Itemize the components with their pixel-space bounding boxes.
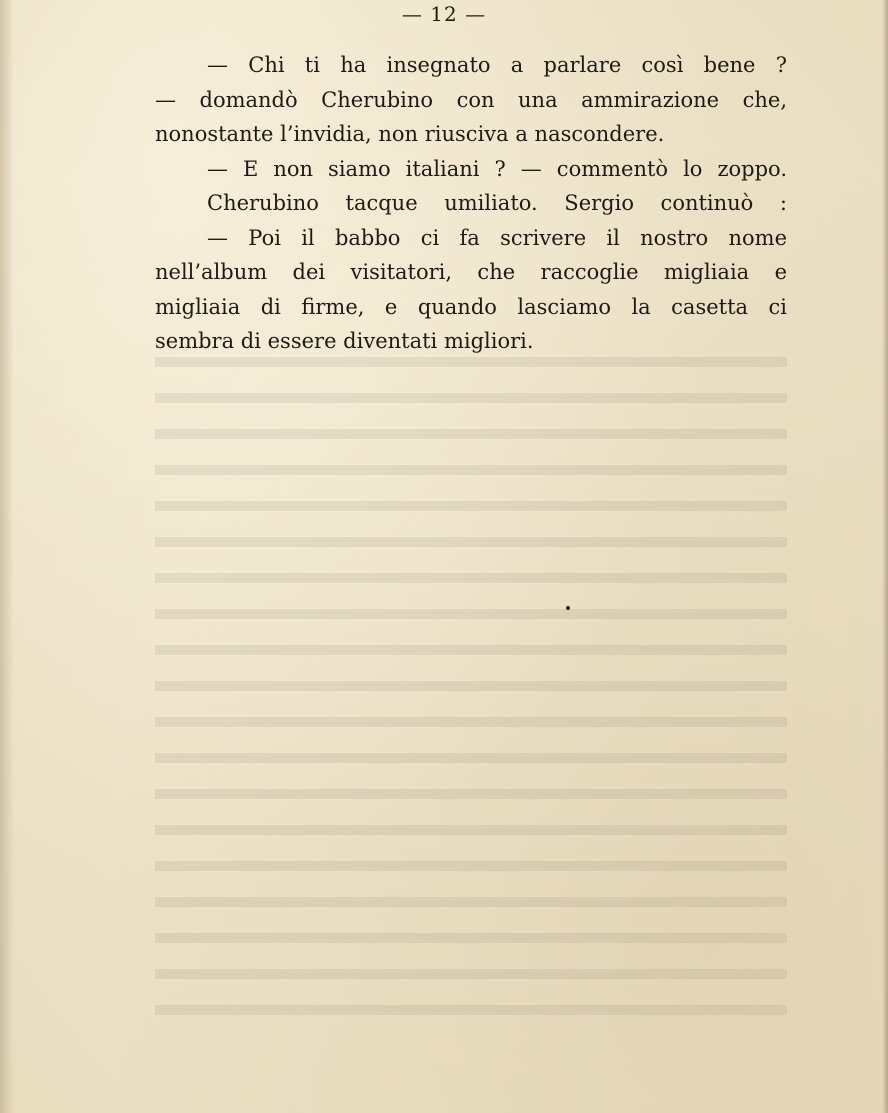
- text-line: sembra di essere diventati migliori.: [155, 329, 534, 353]
- text-line: nonostante l’invidia, non riusciva a nascondere.: [155, 122, 665, 146]
- text-line: — Poi il babbo ci fa scrivere il nostro nome: [207, 225, 787, 250]
- page-gutter-shadow: [0, 0, 14, 1113]
- text-line: — E non siamo italiani ? — commentò lo zoppo.: [207, 156, 787, 181]
- text-line: — domandò Cherubino con una ammirazione che,: [155, 87, 787, 112]
- text-line: Cherubino tacque umiliato. Sergio continuò :: [207, 191, 787, 215]
- page-number: — 12 —: [401, 2, 487, 26]
- text-line: migliaia di firme, e quando lasciamo la casetta ci: [155, 294, 787, 319]
- body-text: [155, 48, 787, 359]
- ink-spot: [566, 606, 570, 610]
- text-line: nell’album dei visitatori, che raccoglie migliaia e: [155, 260, 787, 284]
- bleed-through-text: [155, 335, 787, 1035]
- text-line: — Chi ti ha insegnato a parlare così bene ?: [207, 53, 787, 77]
- page-edge: [882, 0, 888, 1113]
